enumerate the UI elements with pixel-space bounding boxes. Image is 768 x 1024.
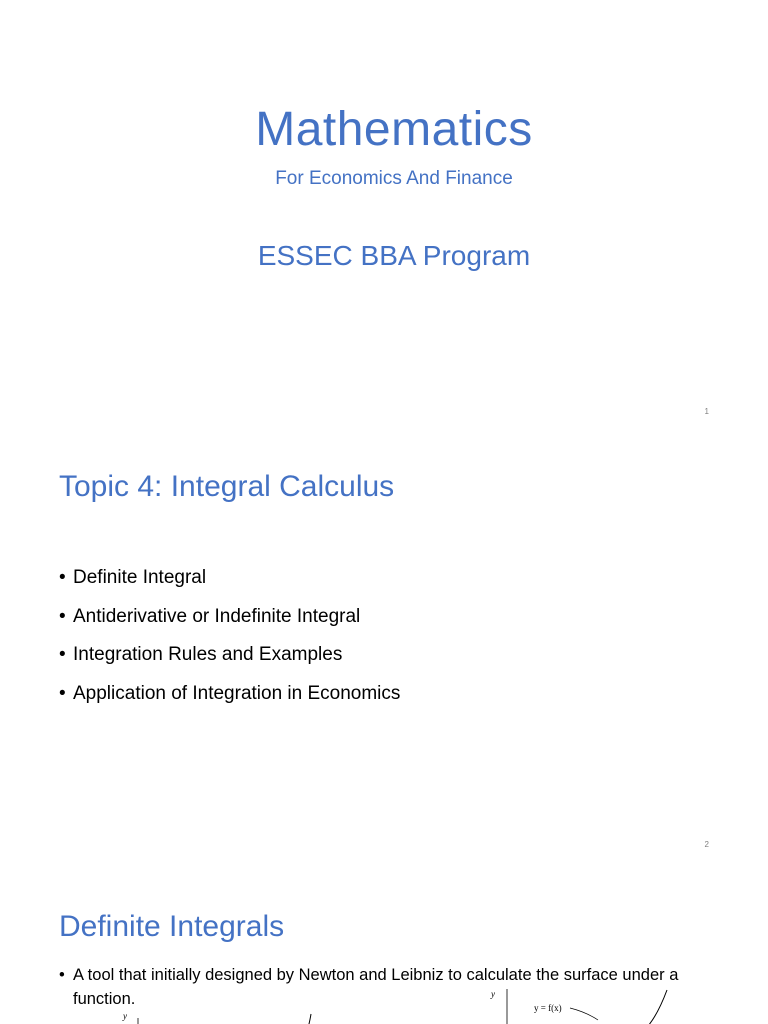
list-item: • Application of Integration in Economics	[59, 683, 400, 705]
y-axis-label: y	[491, 989, 495, 999]
function-curve	[306, 1014, 311, 1024]
topic-list	[59, 567, 400, 721]
page-number: 1	[704, 407, 709, 416]
definite-integrals-slide	[0, 864, 768, 1024]
function-curve	[648, 990, 667, 1024]
slide-title: Definite Integrals	[59, 910, 285, 943]
deck-title: Mathematics	[255, 103, 533, 156]
page-number: 2	[704, 840, 709, 849]
list-item: • Antiderivative or Indefinite Integral	[59, 606, 400, 628]
list-item: • Integration Rules and Examples	[59, 644, 400, 666]
slide-title: Topic 4: Integral Calculus	[59, 470, 395, 503]
area-under-curve-figure-left	[110, 1004, 350, 1024]
topic-slide	[0, 432, 768, 864]
title-slide	[0, 0, 768, 432]
deck-subtitle: For Economics And Finance	[275, 168, 513, 189]
label-pointer	[570, 1008, 598, 1020]
program-name: ESSEC BBA Program	[257, 240, 531, 271]
area-under-curve-figure-right	[486, 986, 686, 1024]
curve-label: y = f(x)	[534, 1003, 562, 1013]
y-axis-label: y	[123, 1011, 127, 1021]
list-item: • A tool that initially designed by Newton and Leibniz to calculate the surface under a function.	[59, 963, 729, 1011]
list-item: • Definite Integral	[59, 567, 400, 589]
